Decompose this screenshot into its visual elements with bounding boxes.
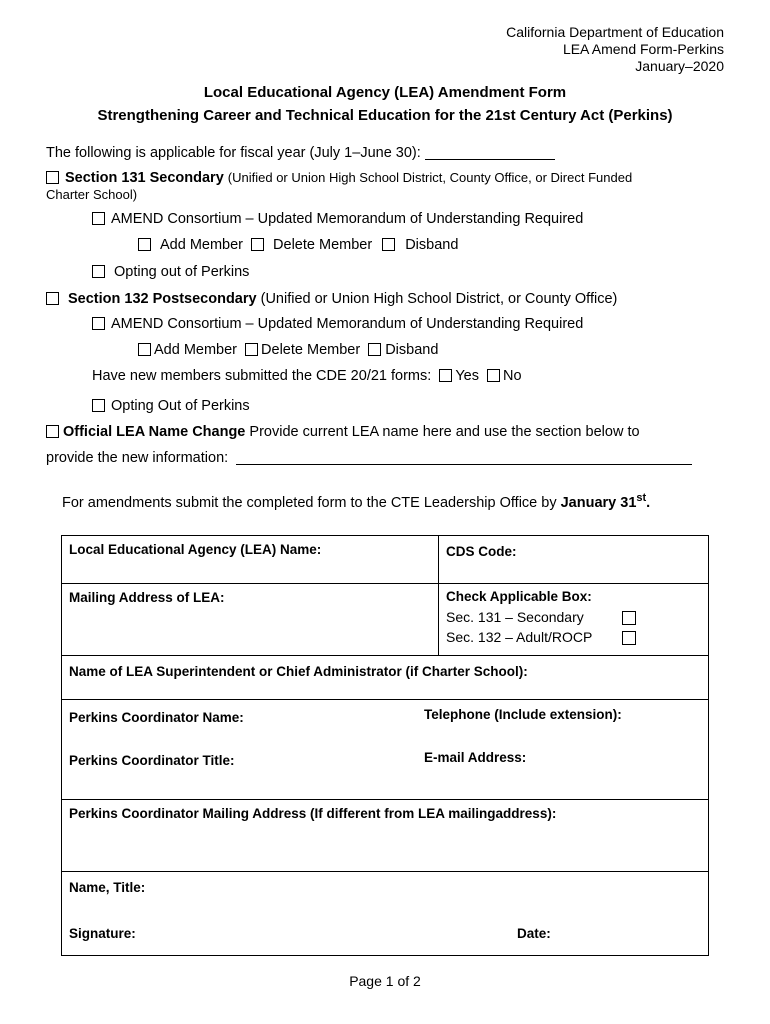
s131-disband-label: Disband	[405, 237, 459, 253]
s132-yes-label: Yes	[455, 368, 479, 384]
s132-no-checkbox[interactable]	[487, 369, 500, 382]
sec132-table-checkbox[interactable]	[622, 631, 636, 645]
s132-add-checkbox[interactable]	[138, 343, 151, 356]
submit-deadline: January 31	[560, 494, 637, 511]
name-change-heading: Official LEA Name Change	[63, 424, 246, 440]
new-lea-name-input[interactable]	[236, 464, 692, 465]
mailing-address-label: Mailing Address of LEA:	[69, 590, 225, 605]
section131-desc-cont: Charter School)	[46, 187, 138, 202]
header-date: January–2020	[635, 58, 724, 74]
s132-no-label: No	[503, 368, 522, 384]
superintendent-label: Name of LEA Superintendent or Chief Administrator (if Charter School):	[69, 664, 528, 679]
name-change-desc: Provide current LEA name here and use the section below to	[249, 424, 640, 440]
s132-optout-row	[92, 398, 250, 414]
section132-desc: (Unified or Union High School District, or County Office)	[260, 291, 618, 307]
s131-amend-label: AMEND Consortium – Updated Memorandum of Understanding Required	[111, 211, 584, 227]
s131-add-label: Add Member	[160, 237, 244, 253]
submit-note	[62, 492, 650, 511]
s131-add-checkbox[interactable]	[138, 238, 151, 251]
sec131-table-checkbox[interactable]	[622, 611, 636, 625]
sec131-option	[446, 607, 701, 627]
submit-deadline-end: .	[646, 494, 651, 511]
section131-heading: Section 131 Secondary	[65, 170, 224, 186]
s131-optout-label: Opting out of Perkins	[114, 264, 250, 280]
name-change-desc-cont: provide the new information:	[46, 450, 229, 466]
sec132-option	[446, 627, 701, 647]
s131-disband-checkbox[interactable]	[382, 238, 395, 251]
superintendent-cell[interactable]	[62, 656, 709, 700]
s131-optout-checkbox[interactable]	[92, 265, 105, 278]
section131-checkbox[interactable]	[46, 171, 59, 184]
name-change-row-2	[46, 450, 692, 466]
name-change-row	[46, 424, 640, 440]
s131-optout-row	[92, 264, 249, 280]
lea-info-table	[61, 535, 709, 956]
s132-disband-label: Disband	[385, 342, 439, 358]
s131-amend-checkbox[interactable]	[92, 212, 105, 225]
form-subtitle: Strengthening Career and Technical Education for the 21st Century Act (Perkins)	[97, 107, 673, 124]
lea-name-label: Local Educational Agency (LEA) Name:	[69, 542, 322, 557]
check-box-label: Check Applicable Box:	[446, 589, 592, 604]
s131-delete-checkbox[interactable]	[251, 238, 264, 251]
s132-member-row	[138, 342, 438, 358]
telephone-label: Telephone (Include extension):	[424, 707, 622, 722]
submit-deadline-sup: st	[636, 492, 647, 504]
s131-amend-row	[92, 211, 583, 227]
coord-title-label: Perkins Coordinator Title:	[69, 753, 235, 768]
submit-note-text: For amendments submit the completed form to the CTE Leadership Office by	[62, 494, 557, 511]
s132-amend-checkbox[interactable]	[92, 317, 105, 330]
check-box-cell	[439, 584, 709, 656]
sec131-label: Sec. 131 – Secondary	[446, 609, 584, 625]
header-agency: California Department of Education	[506, 24, 724, 40]
s132-optout-label: Opting Out of Perkins	[111, 398, 250, 414]
section132-heading: Section 132 Postsecondary	[68, 291, 257, 307]
cds-code-label: CDS Code:	[446, 544, 517, 559]
section131-row	[46, 170, 632, 186]
s132-add-label: Add Member	[154, 342, 238, 358]
s132-amend-row	[92, 316, 583, 332]
date-label: Date:	[517, 926, 551, 941]
name-title-label: Name, Title:	[69, 880, 146, 895]
fiscal-year-input[interactable]	[425, 159, 555, 160]
section132-checkbox[interactable]	[46, 292, 59, 305]
s132-optout-checkbox[interactable]	[92, 399, 105, 412]
coord-name-label: Perkins Coordinator Name:	[69, 710, 244, 725]
fiscal-year-row	[46, 145, 555, 161]
header-block	[506, 24, 724, 75]
s132-delete-label: Delete Member	[261, 342, 361, 358]
coord-address-label: Perkins Coordinator Mailing Address (If different from LEA mailingaddress):	[69, 806, 557, 821]
s132-new-members-row	[92, 368, 522, 384]
fiscal-year-label: The following is applicable for fiscal year (July 1–June 30):	[46, 145, 421, 161]
s132-new-members-label: Have new members submitted the CDE 20/21 forms:	[92, 368, 432, 384]
sec132-label: Sec. 132 – Adult/ROCP	[446, 629, 593, 645]
s132-yes-checkbox[interactable]	[439, 369, 452, 382]
section131-desc: (Unified or Union High School District, County Office, or Direct Funded	[227, 170, 633, 185]
lea-name-cell[interactable]	[62, 536, 439, 584]
coord-address-cell[interactable]	[62, 800, 709, 872]
form-title: Local Educational Agency (LEA) Amendment Form	[203, 84, 567, 101]
coordinator-cell[interactable]	[62, 700, 709, 800]
email-label: E-mail Address:	[424, 750, 527, 765]
s132-disband-checkbox[interactable]	[368, 343, 381, 356]
name-change-checkbox[interactable]	[46, 425, 59, 438]
s131-delete-label: Delete Member	[273, 237, 373, 253]
header-form-name: LEA Amend Form-Perkins	[562, 41, 724, 57]
s132-delete-checkbox[interactable]	[245, 343, 258, 356]
page-number: Page 1 of 2	[349, 973, 421, 989]
s132-amend-label: AMEND Consortium – Updated Memorandum of Understanding Required	[111, 316, 584, 332]
section132-row	[46, 291, 617, 307]
cds-code-cell[interactable]	[439, 536, 709, 584]
mailing-address-cell[interactable]	[62, 584, 439, 656]
signature-cell[interactable]	[62, 872, 709, 956]
signature-label: Signature:	[69, 926, 136, 941]
s131-member-row	[138, 237, 458, 253]
